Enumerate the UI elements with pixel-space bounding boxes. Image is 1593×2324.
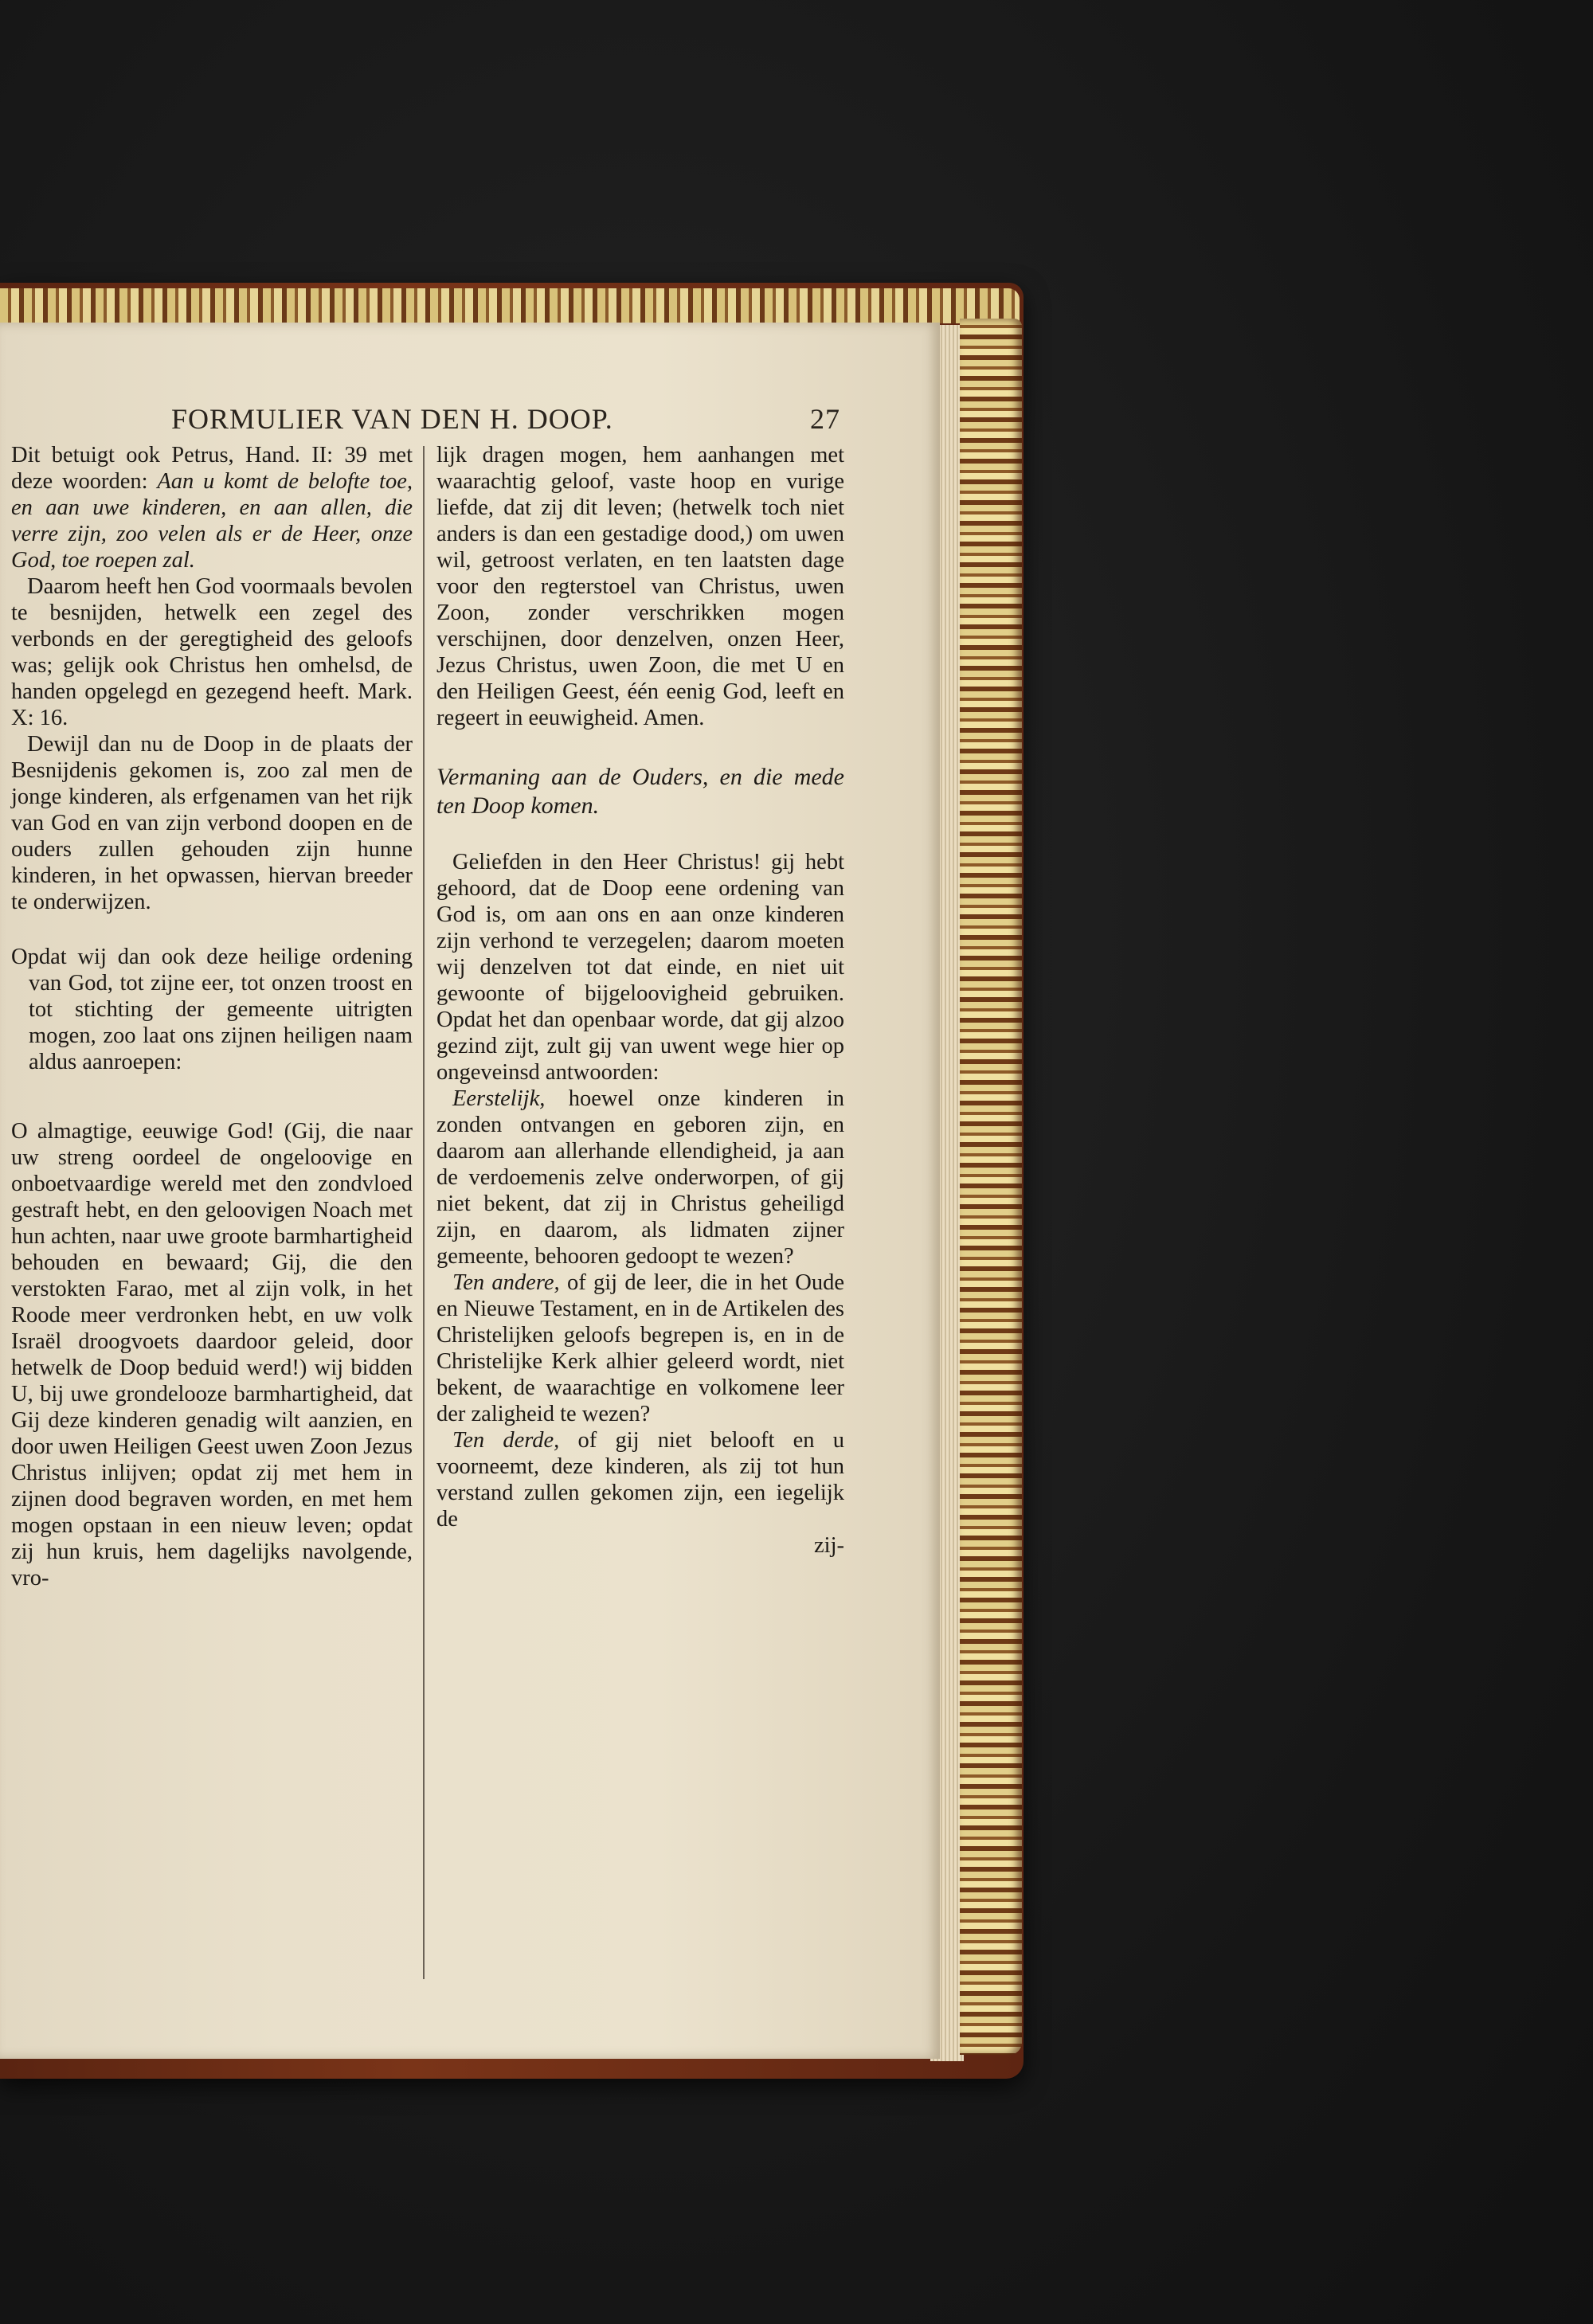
question-lead: Eerstelijk, (452, 1086, 546, 1111)
page-number: 27 (810, 403, 840, 435)
catchword: zij- (814, 1533, 844, 1558)
column-divider (423, 446, 425, 1979)
question-text: hoewel onze kinderen in zonden ontvangen en geboren zijn, en daarom aan allerhande ellendigheid, ja aan de verdoemenis zelve onderworpen, of gij niet bekent, dat zij in Christus geheiligd zijn, en daarom, als lidmaten zijner gemeente, behooren gedoopt te wezen? (436, 1086, 844, 1269)
question-second (436, 1270, 844, 1427)
page-header-title: FORMULIER VAN DEN H. DOOP. (171, 403, 613, 435)
question-lead: Ten andere, (452, 1270, 560, 1295)
gilt-top-edge (0, 288, 1020, 323)
scripture-quote: Aan u komt de belofte toe, en aan uwe kinderen, en aan allen, die verre zijn, zoo velen als er de Heer, onze God, toe roepen zal. (11, 469, 413, 573)
left-column (11, 442, 413, 1591)
right-column (436, 442, 844, 1559)
question-text: of gij niet belooft en u voorneemt, deze kinderen, als zij tot hun verstand zullen gekomen zijn, een iegelijk de (436, 1428, 845, 1532)
paragraph-besnijden: Daarom heeft hen God voormaals bevolen te besnijden, hetwelk een zegel des verbonds en der geregtigheid des geloofs was; gelijk ook Christus hen omhelsd, de handen opgelegd en gezegend heeft. Mark. X: 16. (11, 574, 413, 730)
prayer-paragraph: O almagtige, eeuwige God! (Gij, die naar uw streng oordeel de ongeloovige en onboetvaardige wereld met den zondvloed gestraft hebt, en den geloovigen Noach met hun achten, naar uwe groote barmhartigheid behouden en bewaard; Gij, die den verstokten Farao, met al zijn volk, in het Roode meer verdronken hebt, en uw volk Israël droogvoets daardoor geleid, door hetwelk de Doop beduid werd!) wij bidden U, bij uwe grondelooze barmhartigheid, dat Gij deze kinderen genadig wilt aanzien, en door uwen Heiligen Geest uwen Zoon Jezus Christus inlijven; opdat zij met hem in zijnen dood begraven worden, en met hem mogen opstaan in een nieuw leven; opdat zij hun kruis, hem dagelijks navolgende, vro- (11, 1119, 413, 1590)
paragraph-opdat: Opdat wij dan ook deze heilige ordening van God, tot zijne eer, tot onzen troost en tot stichting der gemeente uitrigten mogen, zoo laat ons zijnen heiligen naam aldus aanroepen: (11, 945, 413, 1074)
paragraph-petrus (11, 442, 413, 573)
paragraph-geliefden: Geliefden in den Heer Christus! gij hebt gehoord, dat de Doop eene ordening van God is, om aan ons en aan onze kinderen zijn verhond te verzegelen; daarom moeten wij denzelven tot dat einde, en niet uit gewoonte of bijgeloovigheid gebruiken. Opdat het dan openbaar worde, dat gij alzoo gezind zijt, zult gij van uwent wege hier op ongeveinsd antwoorden: (436, 850, 844, 1085)
prayer-continuation: lijk dragen mogen, hem aanhangen met waarachtig geloof, vaste hoop en vurige liefde, dat zij dit leven; (hetwelk toch niet anders is dan een gestadige dood,) om uwen wil, getroost verlaten, en ten laatsten dage voor den regterstoel van Christus, uwen Zoon, zonder verschrikken mogen verschijnen, door denzelven, onzen Heer, Jezus Christus, uwen Zoon, die met U en den Heiligen Geest, één eenig God, leeft en regeert in eeuwigheid. Amen. (436, 443, 844, 730)
section-heading: Vermaning aan de Ouders, en die mede ten Doop komen. (436, 764, 844, 819)
question-lead: Ten derde, (452, 1428, 560, 1453)
question-text: of gij de leer, die in het Oude en Nieuwe Testament, en in de Artikelen des Christelijken geloofs begrepen is, en in de Christelijke Kerk alhier geleerd wordt, niet bekent, de waarachtige en volkomene leer der zaligheid te wezen? (436, 1270, 844, 1426)
question-first (436, 1086, 844, 1270)
paragraph-text: Dit betuigt ook Petrus, Hand. II: 39 met deze woorden: (11, 443, 413, 494)
gilt-fore-edge (960, 319, 1022, 2055)
book-page (0, 323, 940, 2059)
running-head (171, 402, 840, 440)
paragraph-dewijl: Dewijl dan nu de Doop in de plaats der Besnijdenis gekomen is, zoo zal men de jonge kinderen, als erfgenamen van het rijk van God en van zijn verbond doopen en de ouders zullen gehouden zijn hunne kinderen, in het opwassen, hiervan breeder te onderwijzen. (11, 732, 413, 914)
question-third (436, 1427, 844, 1532)
